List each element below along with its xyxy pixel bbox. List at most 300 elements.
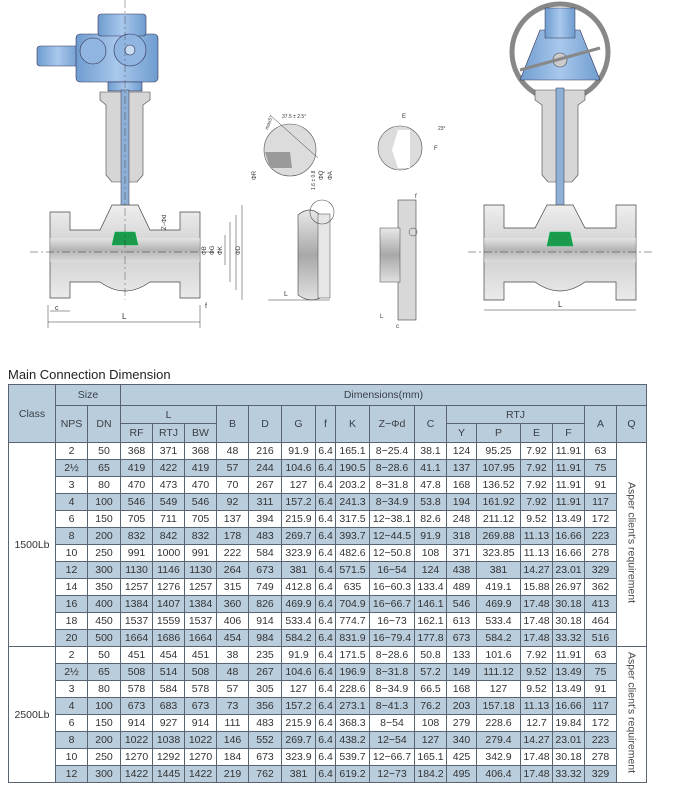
table-cell: 95.25	[477, 443, 521, 460]
table-cell: 6.4	[316, 511, 336, 528]
table-cell: 464	[585, 613, 617, 630]
table-cell: 8−28.6	[370, 460, 415, 477]
table-cell: 12	[56, 766, 88, 783]
table-cell: 1422	[185, 766, 217, 783]
table-cell: 178	[217, 528, 249, 545]
table-cell: 171.5	[336, 647, 370, 664]
svg-text:23°: 23°	[438, 126, 446, 132]
table-cell: 38	[217, 647, 249, 664]
table-cell: 323.85	[477, 545, 521, 562]
table-cell: 100	[88, 494, 121, 511]
table-cell: 228.6	[336, 681, 370, 698]
table-cell: 100	[88, 698, 121, 715]
table-cell: 584	[249, 545, 282, 562]
table-cell: 53.8	[415, 494, 447, 511]
table-cell: 1130	[121, 562, 153, 579]
table-cell: 6.4	[316, 460, 336, 477]
svg-text:L: L	[284, 291, 288, 298]
table-cell: 8	[56, 732, 88, 749]
table-cell: 127	[477, 681, 521, 698]
table-cell: 356	[249, 698, 282, 715]
table-cell: 11.91	[553, 494, 585, 511]
table-cell: 157.2	[282, 494, 316, 511]
table-cell: 17.48	[521, 766, 553, 783]
table-cell: 165.1	[415, 749, 447, 766]
table-cell: 16.66	[553, 698, 585, 715]
table-cell: 483	[249, 528, 282, 545]
table-cell: 1664	[121, 630, 153, 647]
header-Y: Y	[447, 424, 477, 443]
table-cell: 279	[447, 715, 477, 732]
table-cell: 219	[217, 766, 249, 783]
table-cell: 15.88	[521, 579, 553, 596]
table-cell: 203	[447, 698, 477, 715]
header-D: D	[249, 406, 282, 443]
table-row	[9, 596, 647, 613]
table-cell: 1445	[153, 766, 185, 783]
table-cell: 16.66	[553, 545, 585, 562]
table-cell: 104.6	[282, 460, 316, 477]
table-cell: 6.4	[316, 766, 336, 783]
table-cell: 6.4	[316, 613, 336, 630]
table-cell: 12	[56, 562, 88, 579]
table-cell: 749	[249, 579, 282, 596]
table-cell: 8−54	[370, 715, 415, 732]
table-cell: 223	[585, 732, 617, 749]
table-cell: 17.48	[521, 749, 553, 766]
table-cell: 13.49	[553, 664, 585, 681]
table-cell: 124	[447, 443, 477, 460]
table-cell: 673	[249, 749, 282, 766]
table-cell: 48	[217, 443, 249, 460]
table-cell: 7.92	[521, 494, 553, 511]
table-cell: 269.88	[477, 528, 521, 545]
table-cell: 842	[153, 528, 185, 545]
table-cell: 533.4	[477, 613, 521, 630]
table-cell: 172	[585, 715, 617, 732]
table-cell: 7.92	[521, 477, 553, 494]
table-cell: 514	[153, 664, 185, 681]
table-cell: 41.1	[415, 460, 447, 477]
table-cell: 832	[185, 528, 217, 545]
table-cell: 2½	[56, 460, 88, 477]
table-cell: 1038	[153, 732, 185, 749]
table-cell: 673	[185, 698, 217, 715]
table-cell: 6.4	[316, 443, 336, 460]
table-cell: 7.92	[521, 460, 553, 477]
table-cell: 549	[153, 494, 185, 511]
table-cell: 211.12	[477, 511, 521, 528]
header-rtj: RTJ	[153, 424, 185, 443]
table-cell: 329	[585, 562, 617, 579]
table-cell: 6.4	[316, 579, 336, 596]
header-A: A	[585, 406, 617, 443]
table-cell: 196.9	[336, 664, 370, 681]
table-cell: 216	[249, 443, 282, 460]
table-cell: 419	[121, 460, 153, 477]
table-cell: 469.9	[282, 596, 316, 613]
header-f: f	[316, 406, 336, 443]
table-cell: 73	[217, 698, 249, 715]
table-cell: 991	[185, 545, 217, 562]
table-cell: 57	[217, 681, 249, 698]
q-note-text: Asper client's requirement	[625, 652, 638, 774]
table-cell: 8−34.9	[370, 494, 415, 511]
table-cell: 47.8	[415, 477, 447, 494]
table-cell: 63	[585, 647, 617, 664]
table-cell: 450	[88, 613, 121, 630]
table-cell: 91.9	[415, 528, 447, 545]
table-cell: 11.13	[521, 545, 553, 562]
table-cell: 705	[185, 511, 217, 528]
table-cell: 12−44.5	[370, 528, 415, 545]
table-cell: 394	[249, 511, 282, 528]
table-cell: 1022	[185, 732, 217, 749]
table-cell: 8−41.3	[370, 698, 415, 715]
table-cell: 673	[447, 630, 477, 647]
table-cell: 1537	[185, 613, 217, 630]
table-cell: 184.2	[415, 766, 447, 783]
table-cell: 279.4	[477, 732, 521, 749]
table-cell: 92	[217, 494, 249, 511]
table-cell: 704.9	[336, 596, 370, 613]
table-cell: 413	[585, 596, 617, 613]
class-cell: 2500Lb	[9, 647, 56, 783]
header-rtj-group: RTJ	[447, 406, 585, 424]
table-cell: 451	[185, 647, 217, 664]
table-body	[9, 443, 647, 783]
svg-text:L: L	[380, 314, 384, 320]
table-cell: 101.6	[477, 647, 521, 664]
table-cell: 11.91	[553, 477, 585, 494]
table-cell: 91	[585, 477, 617, 494]
table-cell: 172	[585, 511, 617, 528]
header-dn: DN	[88, 406, 121, 443]
table-cell: 578	[121, 681, 153, 698]
table-cell: 157.2	[282, 698, 316, 715]
table-cell: 146.1	[415, 596, 447, 613]
table-cell: 222	[217, 545, 249, 562]
table-cell: 223	[585, 528, 617, 545]
table-cell: 17.48	[521, 630, 553, 647]
table-cell: 149	[447, 664, 477, 681]
table-cell: 831.9	[336, 630, 370, 647]
table-cell: 75	[585, 664, 617, 681]
table-cell: 80	[88, 477, 121, 494]
table-cell: 613	[447, 613, 477, 630]
table-cell: 16−60.3	[370, 579, 415, 596]
table-cell: 635	[336, 579, 370, 596]
table-cell: 368	[121, 443, 153, 460]
table-cell: 425	[447, 749, 477, 766]
table-cell: 133	[447, 647, 477, 664]
table-cell: 419.1	[477, 579, 521, 596]
table-cell: 533.4	[282, 613, 316, 630]
svg-text:f: f	[415, 194, 417, 200]
table-cell: 300	[88, 562, 121, 579]
header-rf: RF	[121, 424, 153, 443]
table-cell: 500	[88, 630, 121, 647]
table-cell: 826	[249, 596, 282, 613]
table-cell: 6.4	[316, 528, 336, 545]
table-cell: 6.4	[316, 732, 336, 749]
table-cell: 6	[56, 511, 88, 528]
table-cell: 264	[217, 562, 249, 579]
table-cell: 2½	[56, 664, 88, 681]
table-cell: 984	[249, 630, 282, 647]
table-row	[9, 681, 647, 698]
table-cell: 117	[585, 698, 617, 715]
table-cell: 38.1	[415, 443, 447, 460]
table-cell: 16.66	[553, 528, 585, 545]
header-E: E	[521, 424, 553, 443]
table-cell: 1422	[121, 766, 153, 783]
table-row	[9, 579, 647, 596]
table-cell: 12−73	[370, 766, 415, 783]
table-cell: 30.18	[553, 596, 585, 613]
table-cell: 177.8	[415, 630, 447, 647]
header-nps: NPS	[56, 406, 88, 443]
table-cell: 1146	[153, 562, 185, 579]
table-cell: 17.48	[521, 596, 553, 613]
svg-text:c: c	[55, 305, 59, 312]
table-cell: 991	[121, 545, 153, 562]
table-cell: 546	[121, 494, 153, 511]
table-cell: 184	[217, 749, 249, 766]
table-cell: 57.2	[415, 664, 447, 681]
table-cell: 516	[585, 630, 617, 647]
table-cell: 23.01	[553, 562, 585, 579]
table-cell: 469.9	[477, 596, 521, 613]
table-cell: 1292	[153, 749, 185, 766]
table-cell: 454	[217, 630, 249, 647]
table-cell: 470	[185, 477, 217, 494]
table-cell: 360	[217, 596, 249, 613]
table-cell: 539.7	[336, 749, 370, 766]
header-L: L	[121, 406, 217, 424]
table-cell: 50	[88, 647, 121, 664]
table-cell: 157.18	[477, 698, 521, 715]
header-Q: Q	[617, 406, 647, 443]
table-cell: 235	[249, 647, 282, 664]
table-cell: 315	[217, 579, 249, 596]
table-cell: 1130	[185, 562, 217, 579]
table-cell: 13.49	[553, 511, 585, 528]
table-row	[9, 766, 647, 783]
table-cell: 9.52	[521, 511, 553, 528]
class-cell: 1500Lb	[9, 443, 56, 647]
svg-text:c: c	[396, 324, 399, 330]
table-cell: 6.4	[316, 477, 336, 494]
table-cell: 412.8	[282, 579, 316, 596]
table-cell: 107.95	[477, 460, 521, 477]
table-cell: 23.01	[553, 732, 585, 749]
table-cell: 381	[282, 562, 316, 579]
groove-section-detail	[378, 114, 446, 170]
table-cell: 127	[415, 732, 447, 749]
table-cell: 215.9	[282, 511, 316, 528]
table-cell: 200	[88, 732, 121, 749]
table-cell: 927	[153, 715, 185, 732]
table-cell: 2	[56, 443, 88, 460]
table-cell: 117	[585, 494, 617, 511]
right-valve-drawing	[468, 4, 652, 310]
table-cell: 267	[249, 477, 282, 494]
table-cell: 6.4	[316, 630, 336, 647]
table-cell: 194	[447, 494, 477, 511]
table-cell: 508	[121, 664, 153, 681]
svg-text:ΦK: ΦK	[218, 246, 224, 255]
rtj-groove-detail	[252, 114, 334, 190]
table-cell: 546	[447, 596, 477, 613]
table-cell: 340	[447, 732, 477, 749]
table-cell: 70	[217, 477, 249, 494]
table-cell: 57	[217, 460, 249, 477]
table-row	[9, 698, 647, 715]
table-row	[9, 715, 647, 732]
table-cell: 6.4	[316, 647, 336, 664]
table-cell: 11.91	[553, 460, 585, 477]
left-valve-drawing	[30, 0, 242, 328]
table-cell: 13.49	[553, 681, 585, 698]
header-dimensions: Dimensions(mm)	[121, 385, 647, 406]
table-cell: 48	[217, 664, 249, 681]
table-cell: 168	[447, 477, 477, 494]
svg-text:ΦB: ΦB	[202, 246, 208, 255]
svg-text:L: L	[558, 300, 563, 309]
header-B: B	[217, 406, 249, 443]
table-cell: 63	[585, 443, 617, 460]
table-cell: 1257	[121, 579, 153, 596]
table-row	[9, 477, 647, 494]
table-row	[9, 460, 647, 477]
svg-text:ΦD: ΦD	[236, 245, 242, 255]
table-cell: 393.7	[336, 528, 370, 545]
table-cell: 6.4	[316, 715, 336, 732]
table-cell: 400	[88, 596, 121, 613]
table-cell: 26.97	[553, 579, 585, 596]
table-cell: 914	[185, 715, 217, 732]
table-cell: 108	[415, 545, 447, 562]
table-cell: 91.9	[282, 647, 316, 664]
table-cell: 190.5	[336, 460, 370, 477]
section-title: Main Connection Dimension	[8, 367, 171, 382]
table-row	[9, 613, 647, 630]
svg-text:max5°: max5°	[264, 115, 275, 131]
q-note-text: Asper client's requirement	[625, 482, 638, 604]
table-cell: 3	[56, 477, 88, 494]
table-cell: 371	[447, 545, 477, 562]
table-cell: 91.9	[282, 443, 316, 460]
table-cell: 1559	[153, 613, 185, 630]
header-G: G	[282, 406, 316, 443]
table-cell: 65	[88, 664, 121, 681]
svg-text:ΦQ: ΦQ	[319, 170, 325, 180]
svg-text:1.6 ± 0.8: 1.6 ± 0.8	[311, 170, 317, 190]
table-cell: 16−66.7	[370, 596, 415, 613]
table-cell: 250	[88, 749, 121, 766]
table-cell: 50	[88, 443, 121, 460]
table-cell: 368.3	[336, 715, 370, 732]
table-cell: 1537	[121, 613, 153, 630]
table-cell: 162.1	[415, 613, 447, 630]
table-cell: 762	[249, 766, 282, 783]
table-cell: 552	[249, 732, 282, 749]
table-cell: 508	[185, 664, 217, 681]
table-cell: 16−54	[370, 562, 415, 579]
table-cell: 75	[585, 460, 617, 477]
table-cell: 50.8	[415, 647, 447, 664]
table-cell: 33.32	[553, 630, 585, 647]
table-cell: 65	[88, 460, 121, 477]
table-cell: 578	[185, 681, 217, 698]
table-cell: 406.4	[477, 766, 521, 783]
table-cell: 8−31.8	[370, 477, 415, 494]
table-cell: 489	[447, 579, 477, 596]
table-cell: 350	[88, 579, 121, 596]
table-cell: 1384	[185, 596, 217, 613]
table-cell: 473	[153, 477, 185, 494]
table-cell: 248	[447, 511, 477, 528]
table-cell: 6	[56, 715, 88, 732]
table-cell: 11.91	[553, 443, 585, 460]
table-cell: 108	[415, 715, 447, 732]
table-cell: 454	[153, 647, 185, 664]
table-cell: 323.9	[282, 545, 316, 562]
table-cell: 9.52	[521, 681, 553, 698]
table-cell: 1276	[153, 579, 185, 596]
table-cell: 774.7	[336, 613, 370, 630]
table-cell: 250	[88, 545, 121, 562]
table-cell: 11.91	[553, 647, 585, 664]
table-cell: 33.32	[553, 766, 585, 783]
table-cell: 381	[477, 562, 521, 579]
header-size: Size	[56, 385, 121, 406]
header-class: Class	[9, 385, 56, 443]
table-cell: 16−73	[370, 613, 415, 630]
table-cell: 1000	[153, 545, 185, 562]
table-row	[9, 647, 647, 664]
table-cell: 11.13	[521, 698, 553, 715]
table-cell: 483	[249, 715, 282, 732]
table-cell: 12−50.8	[370, 545, 415, 562]
table-cell: 6.4	[316, 749, 336, 766]
table-cell: 3	[56, 681, 88, 698]
table-cell: 124	[415, 562, 447, 579]
table-cell: 6.4	[316, 698, 336, 715]
table-cell: 329	[585, 766, 617, 783]
table-cell: 1664	[185, 630, 217, 647]
table-cell: 14	[56, 579, 88, 596]
header-P: P	[477, 424, 521, 443]
table-cell: 381	[282, 766, 316, 783]
table-cell: 244	[249, 460, 282, 477]
table-cell: 6.4	[316, 545, 336, 562]
table-cell: 1686	[153, 630, 185, 647]
table-cell: 16−79.4	[370, 630, 415, 647]
table-cell: 371	[153, 443, 185, 460]
table-cell: 8−31.8	[370, 664, 415, 681]
table-cell: 1270	[121, 749, 153, 766]
table-cell: 136.52	[477, 477, 521, 494]
table-cell: 215.9	[282, 715, 316, 732]
table-cell: 30.18	[553, 613, 585, 630]
table-cell: 546	[185, 494, 217, 511]
table-cell: 150	[88, 511, 121, 528]
table-cell: 273.1	[336, 698, 370, 715]
table-cell: 127	[282, 681, 316, 698]
table-cell: 66.5	[415, 681, 447, 698]
